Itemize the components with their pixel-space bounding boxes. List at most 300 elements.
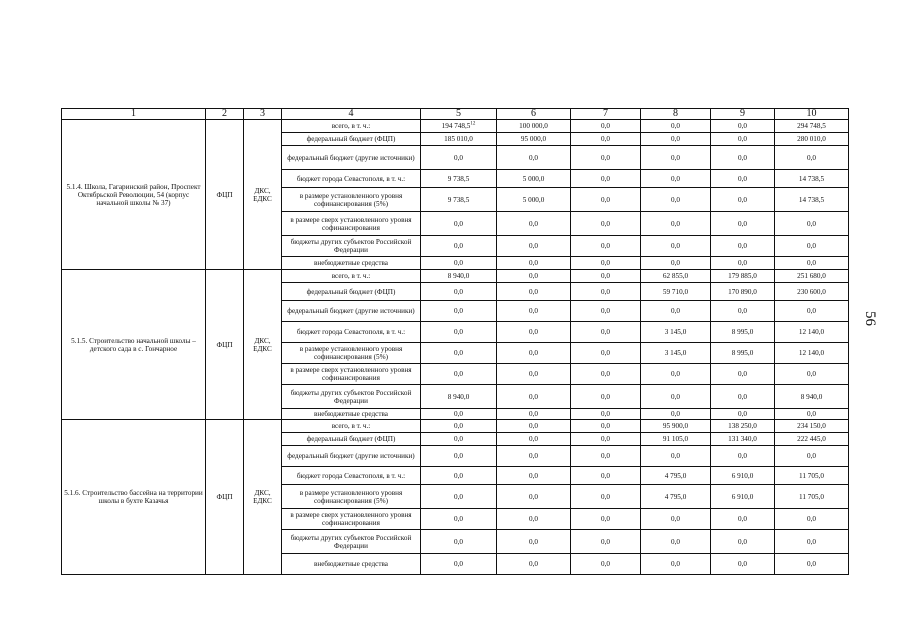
value-cell — [497, 322, 571, 343]
value-text: 222 445,0 — [797, 435, 826, 443]
value-cell — [711, 283, 775, 301]
value-text: 8 995,0 — [731, 349, 754, 357]
value-cell — [571, 257, 641, 270]
value-cell — [571, 509, 641, 530]
value-cell — [497, 554, 571, 575]
value-text: 91 105,0 — [662, 435, 689, 443]
value-cell — [571, 133, 641, 146]
value-cell — [497, 120, 571, 133]
value-cell — [497, 420, 571, 433]
value-cell — [775, 409, 849, 420]
value-text: 0,0 — [529, 515, 538, 523]
value-cell — [711, 554, 775, 575]
value-cell — [497, 467, 571, 485]
value-cell — [571, 409, 641, 420]
project-name-cell: 5.1.5. Строительство начальной школы – детского сада в с. Гончарное — [62, 270, 206, 420]
header-cell: 5 — [421, 109, 497, 120]
value-text: 0,0 — [454, 515, 463, 523]
value-cell — [421, 509, 497, 530]
value-text: 11 705,0 — [799, 492, 824, 501]
value-text: 0,0 — [529, 452, 538, 460]
value-text: 230 600,0 — [797, 287, 826, 296]
value-text: 0,0 — [807, 259, 816, 267]
value-cell — [571, 146, 641, 170]
value-cell — [711, 343, 775, 364]
value-text: 0,0 — [738, 560, 747, 568]
value-cell — [711, 133, 775, 146]
value-text: 251 680,0 — [797, 272, 826, 280]
value-cell — [711, 120, 775, 133]
value-text: 9 738,5 — [447, 195, 470, 204]
value-cell — [775, 283, 849, 301]
value-cell — [775, 420, 849, 433]
budget-table — [61, 108, 849, 575]
value-text: 170 890,0 — [728, 287, 757, 296]
funding-source-cell: федеральный бюджет (ФЦП) — [282, 433, 421, 446]
value-cell — [641, 170, 711, 188]
value-text: 12 140,0 — [798, 328, 825, 336]
value-cell — [571, 270, 641, 283]
funding-source-cell: всего, в т. ч.: — [282, 270, 421, 283]
value-text: 0,0 — [601, 195, 610, 204]
value-text: 0,0 — [529, 537, 538, 546]
header-cell: 3 — [244, 109, 282, 120]
value-cell — [711, 301, 775, 322]
value-text: 0,0 — [601, 328, 610, 336]
value-text: 0,0 — [529, 242, 538, 250]
value-cell — [775, 188, 849, 212]
value-text: 138 250,0 — [728, 422, 757, 430]
header-cell: 4 — [282, 109, 421, 120]
value-cell — [497, 212, 571, 236]
value-cell — [421, 257, 497, 270]
value-text: 9 738,5 — [447, 174, 470, 183]
funding-source-cell: федеральный бюджет (другие источники) — [282, 146, 421, 170]
value-cell — [641, 212, 711, 236]
value-text: 0,0 — [529, 287, 538, 296]
value-text: 0,0 — [601, 492, 610, 501]
value-cell — [421, 343, 497, 364]
value-cell — [711, 236, 775, 257]
value-cell — [775, 212, 849, 236]
value-text: 62 855,0 — [662, 272, 689, 280]
value-text: 0,0 — [738, 219, 747, 228]
value-text: 8 995,0 — [731, 328, 754, 336]
value-text: 0,0 — [738, 452, 747, 460]
value-text: 0,0 — [738, 135, 747, 143]
value-text: 6 910,0 — [731, 492, 754, 501]
value-cell — [775, 170, 849, 188]
value-cell — [775, 433, 849, 446]
value-text: 0,0 — [738, 410, 747, 418]
value-cell — [571, 364, 641, 385]
value-cell — [421, 409, 497, 420]
value-cell — [497, 301, 571, 322]
value-cell — [775, 270, 849, 283]
table-body — [62, 120, 849, 575]
value-text: 0,0 — [601, 307, 610, 315]
funding-source-cell: бюджеты других субъектов Российской Федерации — [282, 385, 421, 409]
value-text: 0,0 — [671, 219, 680, 228]
value-cell — [497, 146, 571, 170]
value-text: 131 340,0 — [728, 435, 757, 443]
value-text: 12 140,0 — [798, 349, 825, 357]
value-text: 8 940,0 — [447, 272, 470, 280]
value-cell — [775, 554, 849, 575]
value-cell — [421, 485, 497, 509]
value-cell — [497, 133, 571, 146]
value-cell — [711, 257, 775, 270]
value-text: 280 010,0 — [797, 135, 826, 143]
value-cell — [421, 301, 497, 322]
value-cell — [421, 364, 497, 385]
table-row — [62, 270, 849, 283]
value-text: 100 000,0 — [519, 122, 548, 130]
value-cell — [711, 270, 775, 283]
value-cell — [711, 420, 775, 433]
value-cell — [775, 509, 849, 530]
value-cell — [775, 485, 849, 509]
value-cell — [571, 420, 641, 433]
header-cell: 10 — [775, 109, 849, 120]
executor-cell: ДКС, ЕДКС — [244, 270, 282, 420]
value-text: 6 910,0 — [731, 471, 754, 480]
value-cell — [641, 409, 711, 420]
value-cell — [711, 146, 775, 170]
value-cell — [421, 146, 497, 170]
value-text: 0,0 — [601, 153, 610, 162]
value-cell — [711, 385, 775, 409]
value-cell — [641, 530, 711, 554]
value-cell — [641, 120, 711, 133]
value-text: 0,0 — [601, 287, 610, 296]
funding-source-cell: бюджеты других субъектов Российской Федерации — [282, 530, 421, 554]
value-text: 0,0 — [454, 452, 463, 460]
value-cell — [641, 146, 711, 170]
value-text: 4 795,0 — [664, 471, 687, 480]
value-cell — [711, 212, 775, 236]
value-cell — [571, 212, 641, 236]
value-text: 0,0 — [601, 259, 610, 267]
value-cell — [497, 257, 571, 270]
value-text: 0,0 — [601, 422, 610, 430]
value-text: 14 738,5 — [798, 195, 825, 204]
value-text: 0,0 — [454, 560, 463, 568]
funding-source-cell: в размере установленного уровня софинансирования (5%) — [282, 485, 421, 509]
value-text: 0,0 — [601, 452, 610, 460]
value-text: 0,0 — [529, 259, 538, 267]
header-cell: 8 — [641, 109, 711, 120]
value-text: 0,0 — [601, 135, 610, 143]
value-cell — [497, 509, 571, 530]
header-cell: 2 — [206, 109, 244, 120]
funding-source-cell: федеральный бюджет (ФЦП) — [282, 283, 421, 301]
header-cell: 9 — [711, 109, 775, 120]
value-cell — [641, 270, 711, 283]
value-cell — [497, 485, 571, 509]
value-text: 0,0 — [738, 153, 747, 162]
value-text: 4 795,0 — [664, 492, 687, 501]
value-cell — [775, 146, 849, 170]
value-text: 0,0 — [807, 410, 816, 418]
value-cell — [775, 120, 849, 133]
executor-cell: ДКС, ЕДКС — [244, 420, 282, 575]
value-text: 0,0 — [601, 471, 610, 480]
value-text: 0,0 — [529, 370, 538, 378]
value-cell — [571, 530, 641, 554]
value-cell — [775, 257, 849, 270]
value-cell — [571, 170, 641, 188]
value-text: 0,0 — [454, 492, 463, 501]
value-text: 0,0 — [738, 392, 747, 401]
value-text: 0,0 — [529, 272, 538, 280]
value-text: 0,0 — [529, 471, 538, 480]
table-row — [62, 120, 849, 133]
value-cell — [711, 322, 775, 343]
funding-source-cell: в размере сверх установленного уровня софинансирования — [282, 509, 421, 530]
value-cell — [775, 530, 849, 554]
value-text: 5 000,0 — [522, 195, 545, 204]
value-cell — [775, 467, 849, 485]
value-text: 179 885,0 — [728, 272, 757, 280]
value-text: 0,0 — [671, 452, 680, 460]
value-text: 294 748,5 — [797, 122, 826, 130]
value-cell — [775, 446, 849, 467]
value-cell — [641, 322, 711, 343]
value-text: 0,0 — [738, 122, 747, 130]
value-cell — [421, 467, 497, 485]
value-cell — [421, 446, 497, 467]
value-cell — [497, 409, 571, 420]
value-text: 0,0 — [529, 307, 538, 315]
value-cell — [571, 343, 641, 364]
value-text: 0,0 — [601, 349, 610, 357]
value-text: 0,0 — [671, 122, 680, 130]
value-cell — [571, 467, 641, 485]
funding-source-cell: в размере установленного уровня софинансирования (5%) — [282, 188, 421, 212]
value-cell — [641, 301, 711, 322]
value-text: 0,0 — [807, 452, 816, 460]
value-cell — [641, 385, 711, 409]
value-cell — [497, 170, 571, 188]
value-text: 14 738,5 — [798, 174, 825, 183]
value-text: 8 940,0 — [800, 392, 823, 401]
value-text: 0,0 — [807, 153, 816, 162]
value-text: 3 145,0 — [664, 349, 687, 357]
project-name-cell: 5.1.4. Школа, Гагаринский район, Проспект Октябрьской Революции, 54 (корпус начальной школы № 37) — [62, 120, 206, 270]
funding-source-cell: федеральный бюджет (ФЦП) — [282, 133, 421, 146]
value-cell — [571, 120, 641, 133]
value-cell — [421, 133, 497, 146]
value-text: 0,0 — [807, 370, 816, 378]
table-row — [62, 420, 849, 433]
program-cell: ФЦП — [206, 420, 244, 575]
value-text: 0,0 — [807, 242, 816, 250]
funding-source-cell: бюджет города Севастополя, в т. ч.: — [282, 170, 421, 188]
value-text: 0,0 — [454, 287, 463, 296]
value-cell — [641, 283, 711, 301]
value-text: 0,0 — [738, 259, 747, 267]
value-text: 0,0 — [601, 219, 610, 228]
value-text: 0,0 — [454, 219, 463, 228]
value-text: 0,0 — [601, 174, 610, 183]
value-text: 0,0 — [738, 307, 747, 315]
value-cell — [711, 509, 775, 530]
value-cell — [641, 236, 711, 257]
funding-source-cell: всего, в т. ч.: — [282, 420, 421, 433]
funding-source-cell: в размере сверх установленного уровня софинансирования — [282, 364, 421, 385]
value-cell — [421, 385, 497, 409]
value-text: 0,0 — [529, 349, 538, 357]
value-text: 0,0 — [601, 410, 610, 418]
value-text: 0,0 — [738, 537, 747, 546]
value-cell — [641, 364, 711, 385]
value-cell — [711, 364, 775, 385]
value-text: 0,0 — [671, 135, 680, 143]
value-cell — [571, 433, 641, 446]
value-text: 0,0 — [738, 370, 747, 378]
value-text: 0,0 — [807, 560, 816, 568]
funding-source-cell: федеральный бюджет (другие источники) — [282, 446, 421, 467]
value-cell — [775, 133, 849, 146]
value-text: 0,0 — [671, 307, 680, 315]
value-cell — [497, 343, 571, 364]
value-text: 59 710,0 — [662, 287, 689, 296]
value-text: 0,0 — [454, 537, 463, 546]
value-cell — [421, 236, 497, 257]
value-text: 0,0 — [671, 537, 680, 546]
value-text: 3 145,0 — [664, 328, 687, 336]
value-cell — [421, 530, 497, 554]
value-cell — [711, 485, 775, 509]
value-text: 0,0 — [454, 328, 463, 336]
funding-source-cell: федеральный бюджет (другие источники) — [282, 301, 421, 322]
value-cell — [641, 467, 711, 485]
value-cell — [571, 283, 641, 301]
value-text: 185 010,0 — [444, 135, 473, 143]
value-text: 0,0 — [671, 242, 680, 250]
value-cell — [641, 257, 711, 270]
value-text: 0,0 — [529, 392, 538, 401]
value-cell — [775, 343, 849, 364]
value-cell — [711, 467, 775, 485]
program-cell: ФЦП — [206, 270, 244, 420]
value-cell — [421, 283, 497, 301]
program-cell: ФЦП — [206, 120, 244, 270]
value-cell — [711, 170, 775, 188]
value-text: 0,0 — [454, 410, 463, 418]
value-text: 11 705,0 — [799, 471, 824, 480]
executor-cell: ДКС, ЕДКС — [244, 120, 282, 270]
value-cell — [421, 170, 497, 188]
value-text: 0,0 — [601, 242, 610, 250]
value-text: 0,0 — [454, 422, 463, 430]
value-text: 8 940,0 — [447, 392, 470, 401]
value-cell — [497, 364, 571, 385]
value-text: 0,0 — [529, 328, 538, 336]
header-cell: 1 — [62, 109, 206, 120]
value-cell — [497, 385, 571, 409]
value-cell — [641, 188, 711, 212]
value-cell — [571, 385, 641, 409]
value-text: 0,0 — [601, 272, 610, 280]
value-text: 0,0 — [671, 195, 680, 204]
page-number: 56 — [862, 311, 878, 326]
funding-source-cell: бюджеты других субъектов Российской Федерации — [282, 236, 421, 257]
value-text: 0,0 — [529, 560, 538, 568]
value-cell — [421, 270, 497, 283]
value-cell — [421, 120, 497, 133]
funding-source-cell: бюджет города Севастополя, в т. ч.: — [282, 467, 421, 485]
value-text: 0,0 — [807, 515, 816, 523]
value-cell — [571, 188, 641, 212]
value-cell — [641, 509, 711, 530]
value-text: 0,0 — [454, 259, 463, 267]
value-cell — [497, 530, 571, 554]
value-cell — [711, 433, 775, 446]
value-text: 194 748,5 — [441, 122, 471, 130]
value-cell — [421, 212, 497, 236]
value-text: 0,0 — [601, 370, 610, 378]
value-text: 0,0 — [671, 560, 680, 568]
value-text: 0,0 — [738, 195, 747, 204]
project-name-cell: 5.1.6. Строительство бассейна на территории школы в бухте Казачья — [62, 420, 206, 575]
value-text: 0,0 — [529, 410, 538, 418]
value-text: 0,0 — [601, 392, 610, 401]
value-text: 0,0 — [454, 153, 463, 162]
value-text: 0,0 — [601, 435, 610, 443]
value-cell — [775, 364, 849, 385]
value-text: 0,0 — [671, 259, 680, 267]
value-cell — [775, 236, 849, 257]
value-text: 0,0 — [671, 174, 680, 183]
value-text: 0,0 — [529, 435, 538, 443]
value-text: 95 900,0 — [662, 422, 689, 430]
value-cell — [711, 530, 775, 554]
value-text: 0,0 — [454, 242, 463, 250]
value-text: 0,0 — [601, 515, 610, 523]
value-text: 0,0 — [807, 219, 816, 228]
funding-source-cell: внебюджетные средства — [282, 409, 421, 420]
value-cell — [641, 554, 711, 575]
header-row — [62, 109, 849, 120]
funding-source-cell: всего, в т. ч.: — [282, 120, 421, 133]
header-cell: 6 — [497, 109, 571, 120]
value-text: 0,0 — [671, 410, 680, 418]
value-cell — [641, 343, 711, 364]
value-cell — [775, 322, 849, 343]
value-cell — [571, 301, 641, 322]
value-cell — [497, 188, 571, 212]
funding-source-cell: в размере сверх установленного уровня софинансирования — [282, 212, 421, 236]
value-cell — [497, 270, 571, 283]
value-cell — [571, 446, 641, 467]
value-text: 0,0 — [529, 492, 538, 501]
value-text: 234 150,0 — [797, 422, 826, 430]
value-text: 95 000,0 — [520, 135, 547, 143]
value-text: 0,0 — [807, 537, 816, 546]
value-text: 0,0 — [529, 422, 538, 430]
value-text: 0,0 — [454, 307, 463, 315]
value-cell — [421, 554, 497, 575]
value-text: 0,0 — [738, 174, 747, 183]
value-text: 0,0 — [529, 219, 538, 228]
value-cell — [421, 420, 497, 433]
value-cell — [571, 554, 641, 575]
value-cell — [775, 385, 849, 409]
value-cell — [641, 420, 711, 433]
funding-source-cell: внебюджетные средства — [282, 257, 421, 270]
